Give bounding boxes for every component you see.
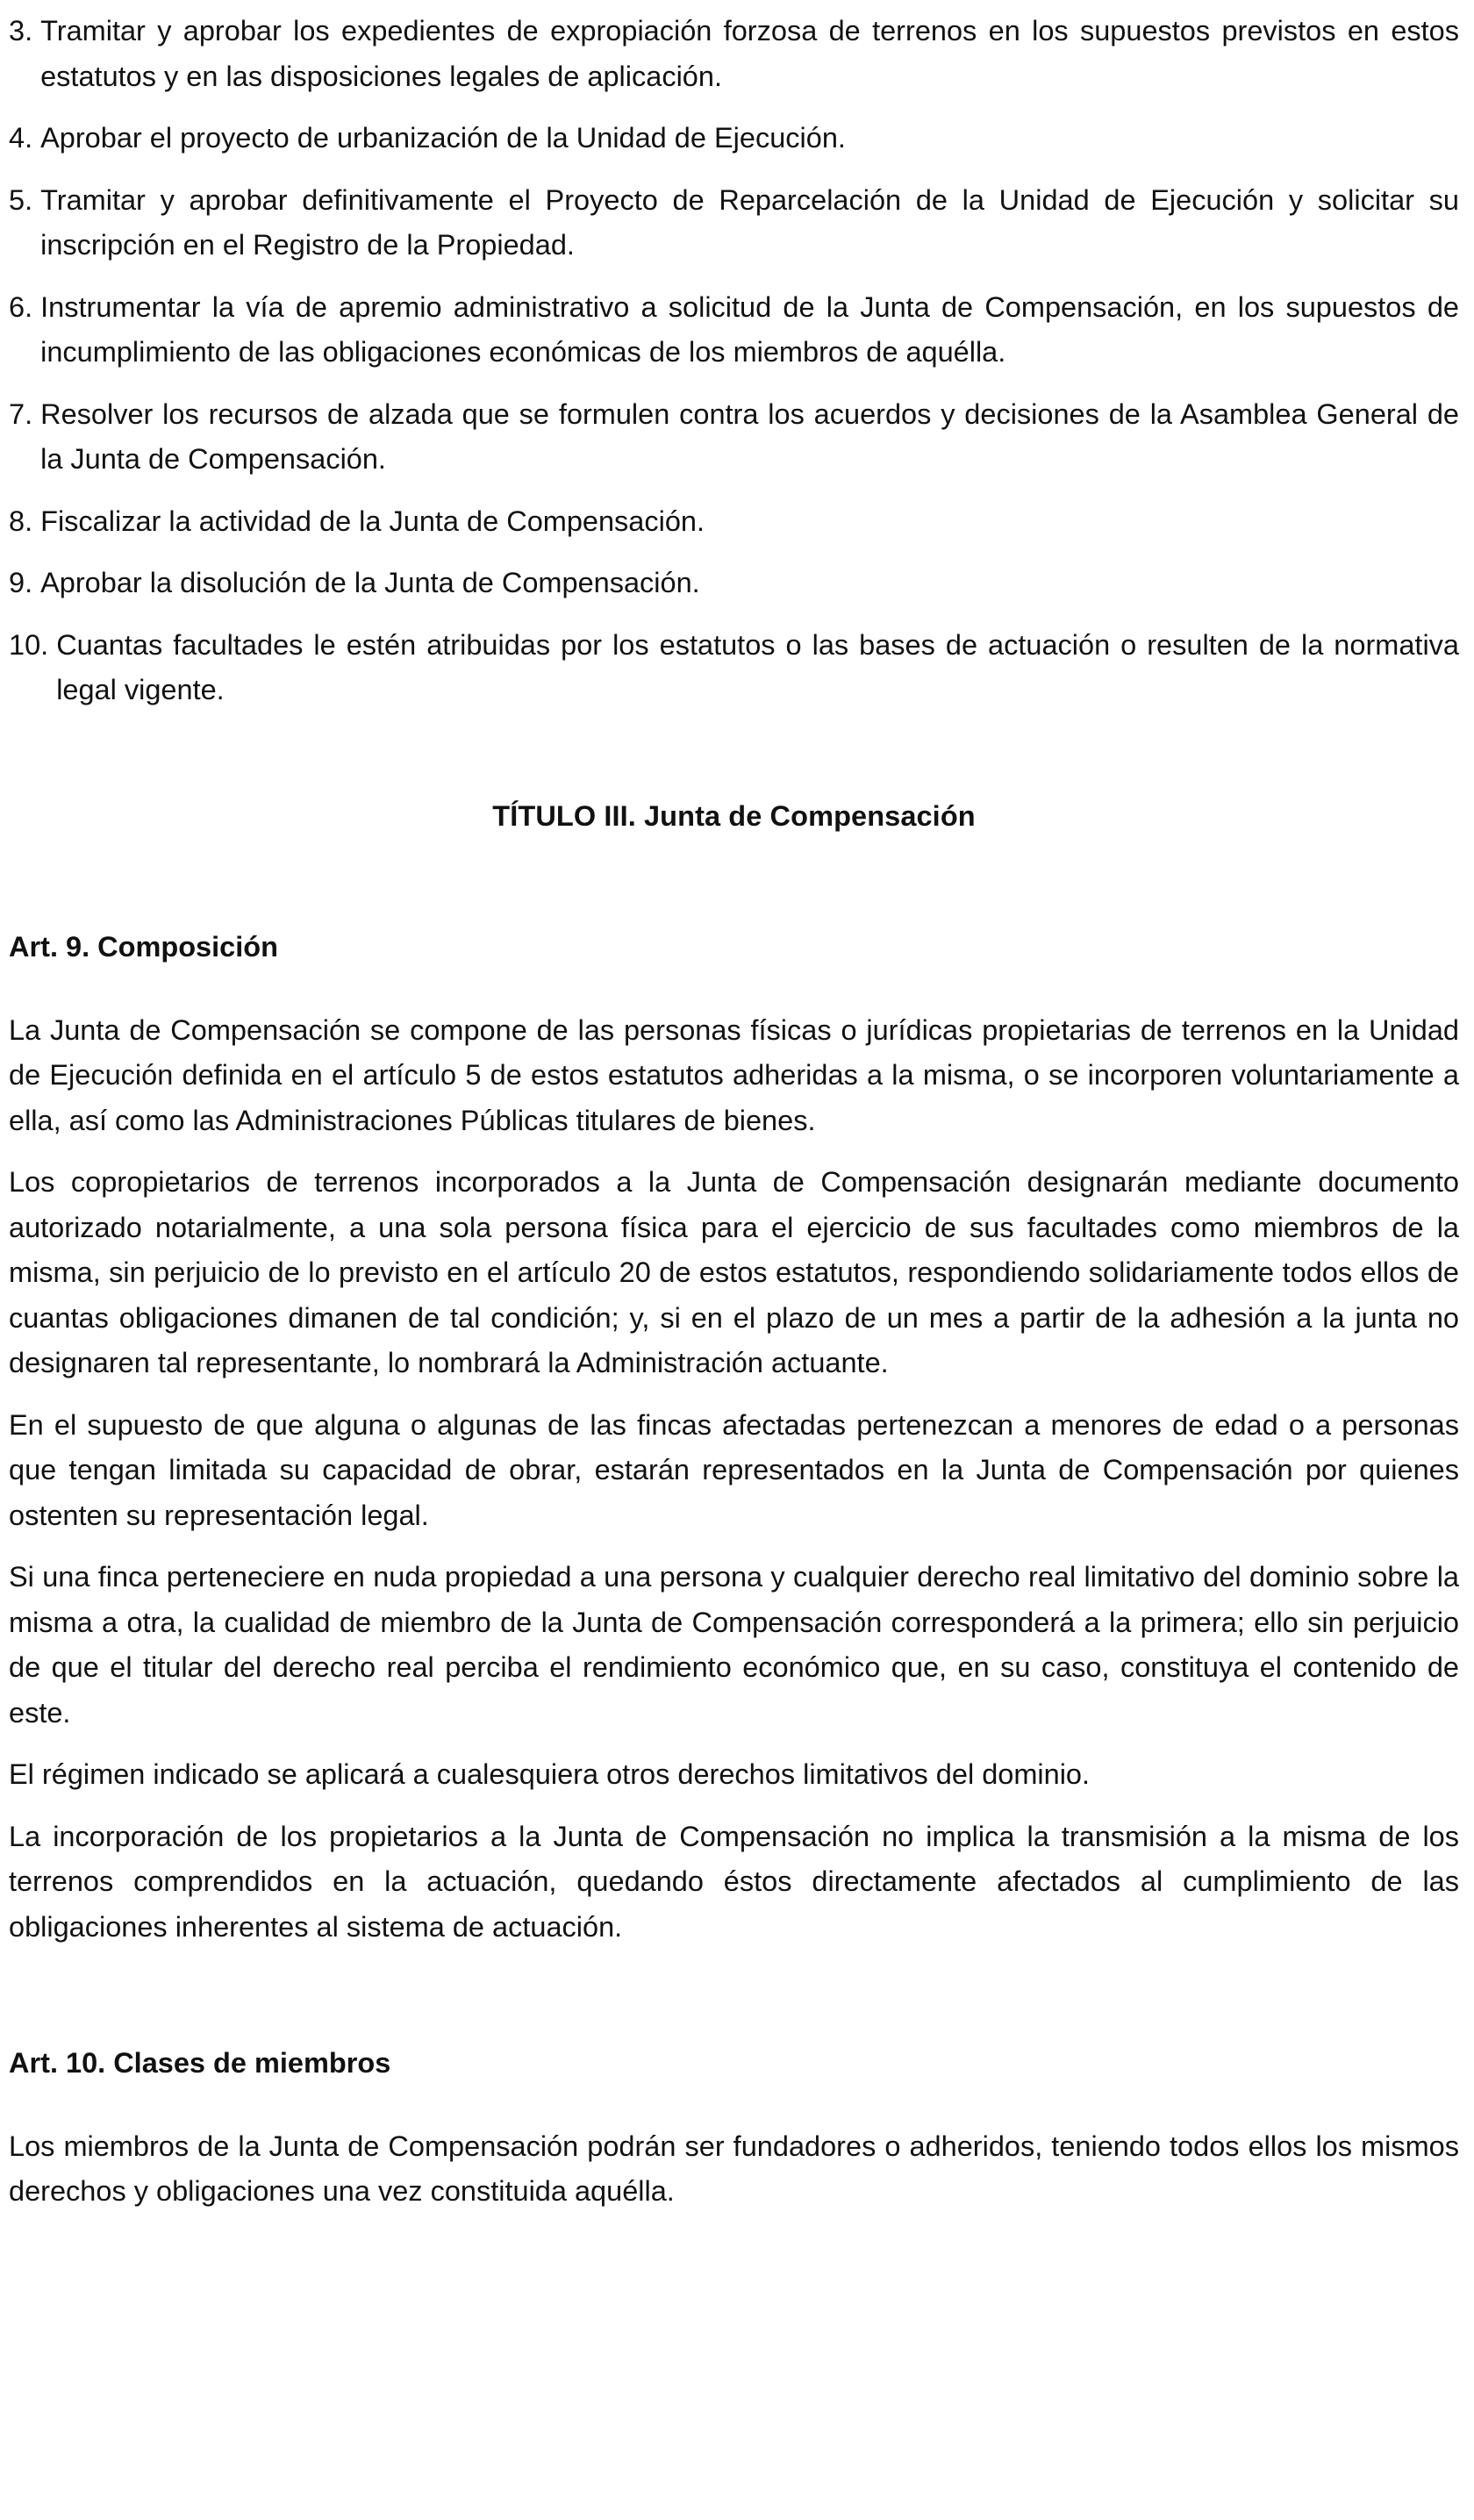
article-9-paragraph: La Junta de Compensación se compone de las personas físicas o jurídicas propietarias de terrenos en la Unidad de Ejecución definida en el artículo 5 de estos estatutos adheridas a la misma, o se incorporen voluntariamente a ella, así como las Administraciones Públicas titulares de bienes. (9, 1013, 1459, 1136)
list-item-text: Fiscalizar la actividad de la Junta de Compensación. (40, 505, 705, 537)
list-item-text: Tramitar y aprobar definitivamente el Proyecto de Reparcelación de la Unidad de Ejecución y solicitar su inscripción en el Registro de la Propiedad. (40, 183, 1459, 261)
list-item-text: Resolver los recursos de alzada que se formulen contra los acuerdos y decisiones de la Asamblea General de la Junta de Compensación. (40, 397, 1459, 475)
list-item (9, 392, 1459, 483)
list-item (9, 116, 1459, 161)
article-9-paragraph: El régimen indicado se aplicará a cualesquiera otros derechos limitativos del dominio. (9, 1758, 1091, 1790)
list-item-number: 9. (9, 567, 33, 598)
list-item-text: Cuantas facultades le estén atribuidas por los estatutos o las bases de actuación o resulten de la normativa legal vigente. (56, 628, 1459, 705)
article-9-paragraph: La incorporación de los propietarios a la Junta de Compensación no implica la transmisión a la misma de los terrenos comprendidos en la actuación, quedando éstos directamente afectados al cumplimiento de las obligaciones inherentes al sistema de actuación. (9, 1820, 1459, 1943)
article-9-paragraph: Los copropietarios de terrenos incorporados a la Junta de Compensación designarán mediante documento autorizado notarialmente, a una sola persona física para el ejercicio de sus facultades como miembros de la misma, sin perjuicio de lo previsto en el artículo 20 de estos estatutos, respondiendo solidariamente todos ellos de cuantas obligaciones dimanen de tal condición; y, si en el plazo de un mes a partir de la adhesión a la junta no designaren tal representante, lo nombrará la Administración actuante. (9, 1166, 1459, 1378)
list-item-number: 7. (9, 397, 33, 430)
list-item (9, 9, 1459, 99)
list-item-number: 3. (9, 15, 33, 47)
list-item-text: Aprobar la disolución de la Junta de Compensación. (40, 567, 700, 598)
list-item (9, 561, 1459, 606)
article-10-heading: Art. 10. Clases de miembros (9, 2047, 391, 2079)
article-9-heading: Art. 9. Composición (9, 931, 278, 963)
list-item-text: Aprobar el proyecto de urbanización de la Unidad de Ejecución. (40, 122, 846, 154)
list-item-number: 5. (9, 183, 33, 216)
list-item-number: 10. (9, 628, 49, 661)
list-item-number: 4. (9, 122, 33, 154)
article-9-paragraph: Si una finca perteneciere en nuda propiedad a una persona y cualquier derecho real limitativo del dominio sobre la misma a otra, la cualidad de miembro de la Junta de Compensación corresponderá a la primera; ello sin perjuicio de que el titular del derecho real perciba el rendimiento económico que, en su caso, constituya el contenido de este. (9, 1561, 1459, 1729)
powers-list (9, 9, 1459, 713)
list-item (9, 285, 1459, 376)
list-item-text: Tramitar y aprobar los expedientes de expropiación forzosa de terrenos en los supuestos previstos en estos estatutos y en las disposiciones legales de aplicación. (40, 15, 1459, 92)
list-item-number: 6. (9, 290, 33, 323)
section-title: TÍTULO III. Junta de Compensación (492, 799, 976, 832)
list-item (9, 623, 1459, 713)
list-item-number: 8. (9, 505, 33, 537)
list-item (9, 178, 1459, 268)
article-10-paragraph: Los miembros de la Junta de Compensación podrán ser fundadores o adheridos, teniendo todos ellos los mismos derechos y obligaciones una vez constituida aquélla. (9, 2130, 1459, 2207)
article-9-paragraph: En el supuesto de que alguna o algunas de las fincas afectadas pertenezcan a menores de edad o a personas que tengan limitada su capacidad de obrar, estarán representados en la Junta de Compensación por quienes ostenten su representación legal. (9, 1408, 1459, 1531)
list-item (9, 499, 1459, 545)
list-item-text: Instrumentar la vía de apremio administrativo a solicitud de la Junta de Compensación, en los supuestos de incumplimiento de las obligaciones económicas de los miembros de aquélla. (40, 290, 1459, 368)
